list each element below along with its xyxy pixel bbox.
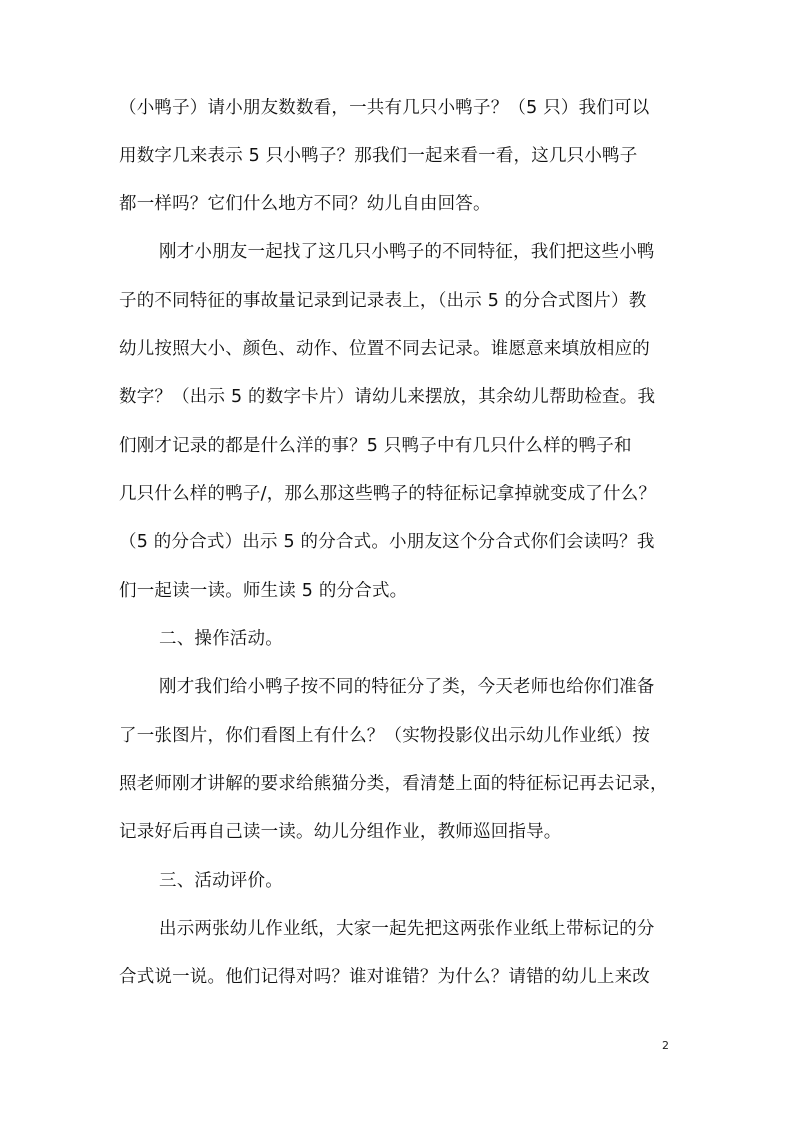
text-line: 几只什么样的鸭子/，那么那这些鸭子的特征标记拿掉就变成了什么？ <box>119 484 657 504</box>
text-line: 数字？（出示 5 的数字卡片）请幼儿来摆放，其余幼儿帮助检查。我 <box>119 387 656 407</box>
paragraph-start-line: 刚才我们给小鸭子按不同的特征分了类，今天老师也给你们准备 <box>159 677 655 697</box>
paragraph-start-line: 刚才小朋友一起找了这几只小鸭子的不同特征，我们把这些小鸭 <box>159 242 655 262</box>
text-line: 照老师刚才讲解的要求给熊猫分类，看清楚上面的特征标记再去记录， <box>119 774 668 794</box>
text-line: 合式说一说。他们记得对吗？谁对谁错？为什么？请错的幼儿上来改 <box>119 967 650 987</box>
section-heading: 三、活动评价。 <box>159 871 283 891</box>
paragraph-start-line: 出示两张幼儿作业纸，大家一起先把这两张作业纸上带标记的分 <box>159 919 655 939</box>
text-line: （5 的分合式）出示 5 的分合式。小朋友这个分合式你们会读吗？我 <box>119 532 655 552</box>
text-line: 幼儿按照大小、颜色、动作、位置不同去记录。谁愿意来填放相应的 <box>119 339 650 359</box>
text-line: 了一张图片，你们看图上有什么？（实物投影仪出示幼儿作业纸）按 <box>119 726 650 746</box>
text-line: 都一样吗？它们什么地方不同？幼儿自由回答。 <box>119 194 491 214</box>
page-number: 2 <box>662 1039 669 1052</box>
text-line: 用数字几来表示 5 只小鸭子？那我们一起来看一看，这几只小鸭子 <box>119 146 638 166</box>
text-line: 们刚才记录的都是什么洋的事？5 只鸭子中有几只什么样的鸭子和 <box>119 436 632 456</box>
text-line: 子的不同特征的事故量记录到记录表上，（出示 5 的分合式图片）教 <box>119 291 647 311</box>
text-line: （小鸭子）请小朋友数数看，一共有几只小鸭子？（5 只）我们可以 <box>119 98 650 118</box>
section-heading: 二、操作活动。 <box>159 629 283 649</box>
text-line: 们一起读一读。师生读 5 的分合式。 <box>119 581 408 601</box>
text-line: 记录好后再自己读一读。幼儿分组作业，教师巡回指导。 <box>119 822 562 842</box>
